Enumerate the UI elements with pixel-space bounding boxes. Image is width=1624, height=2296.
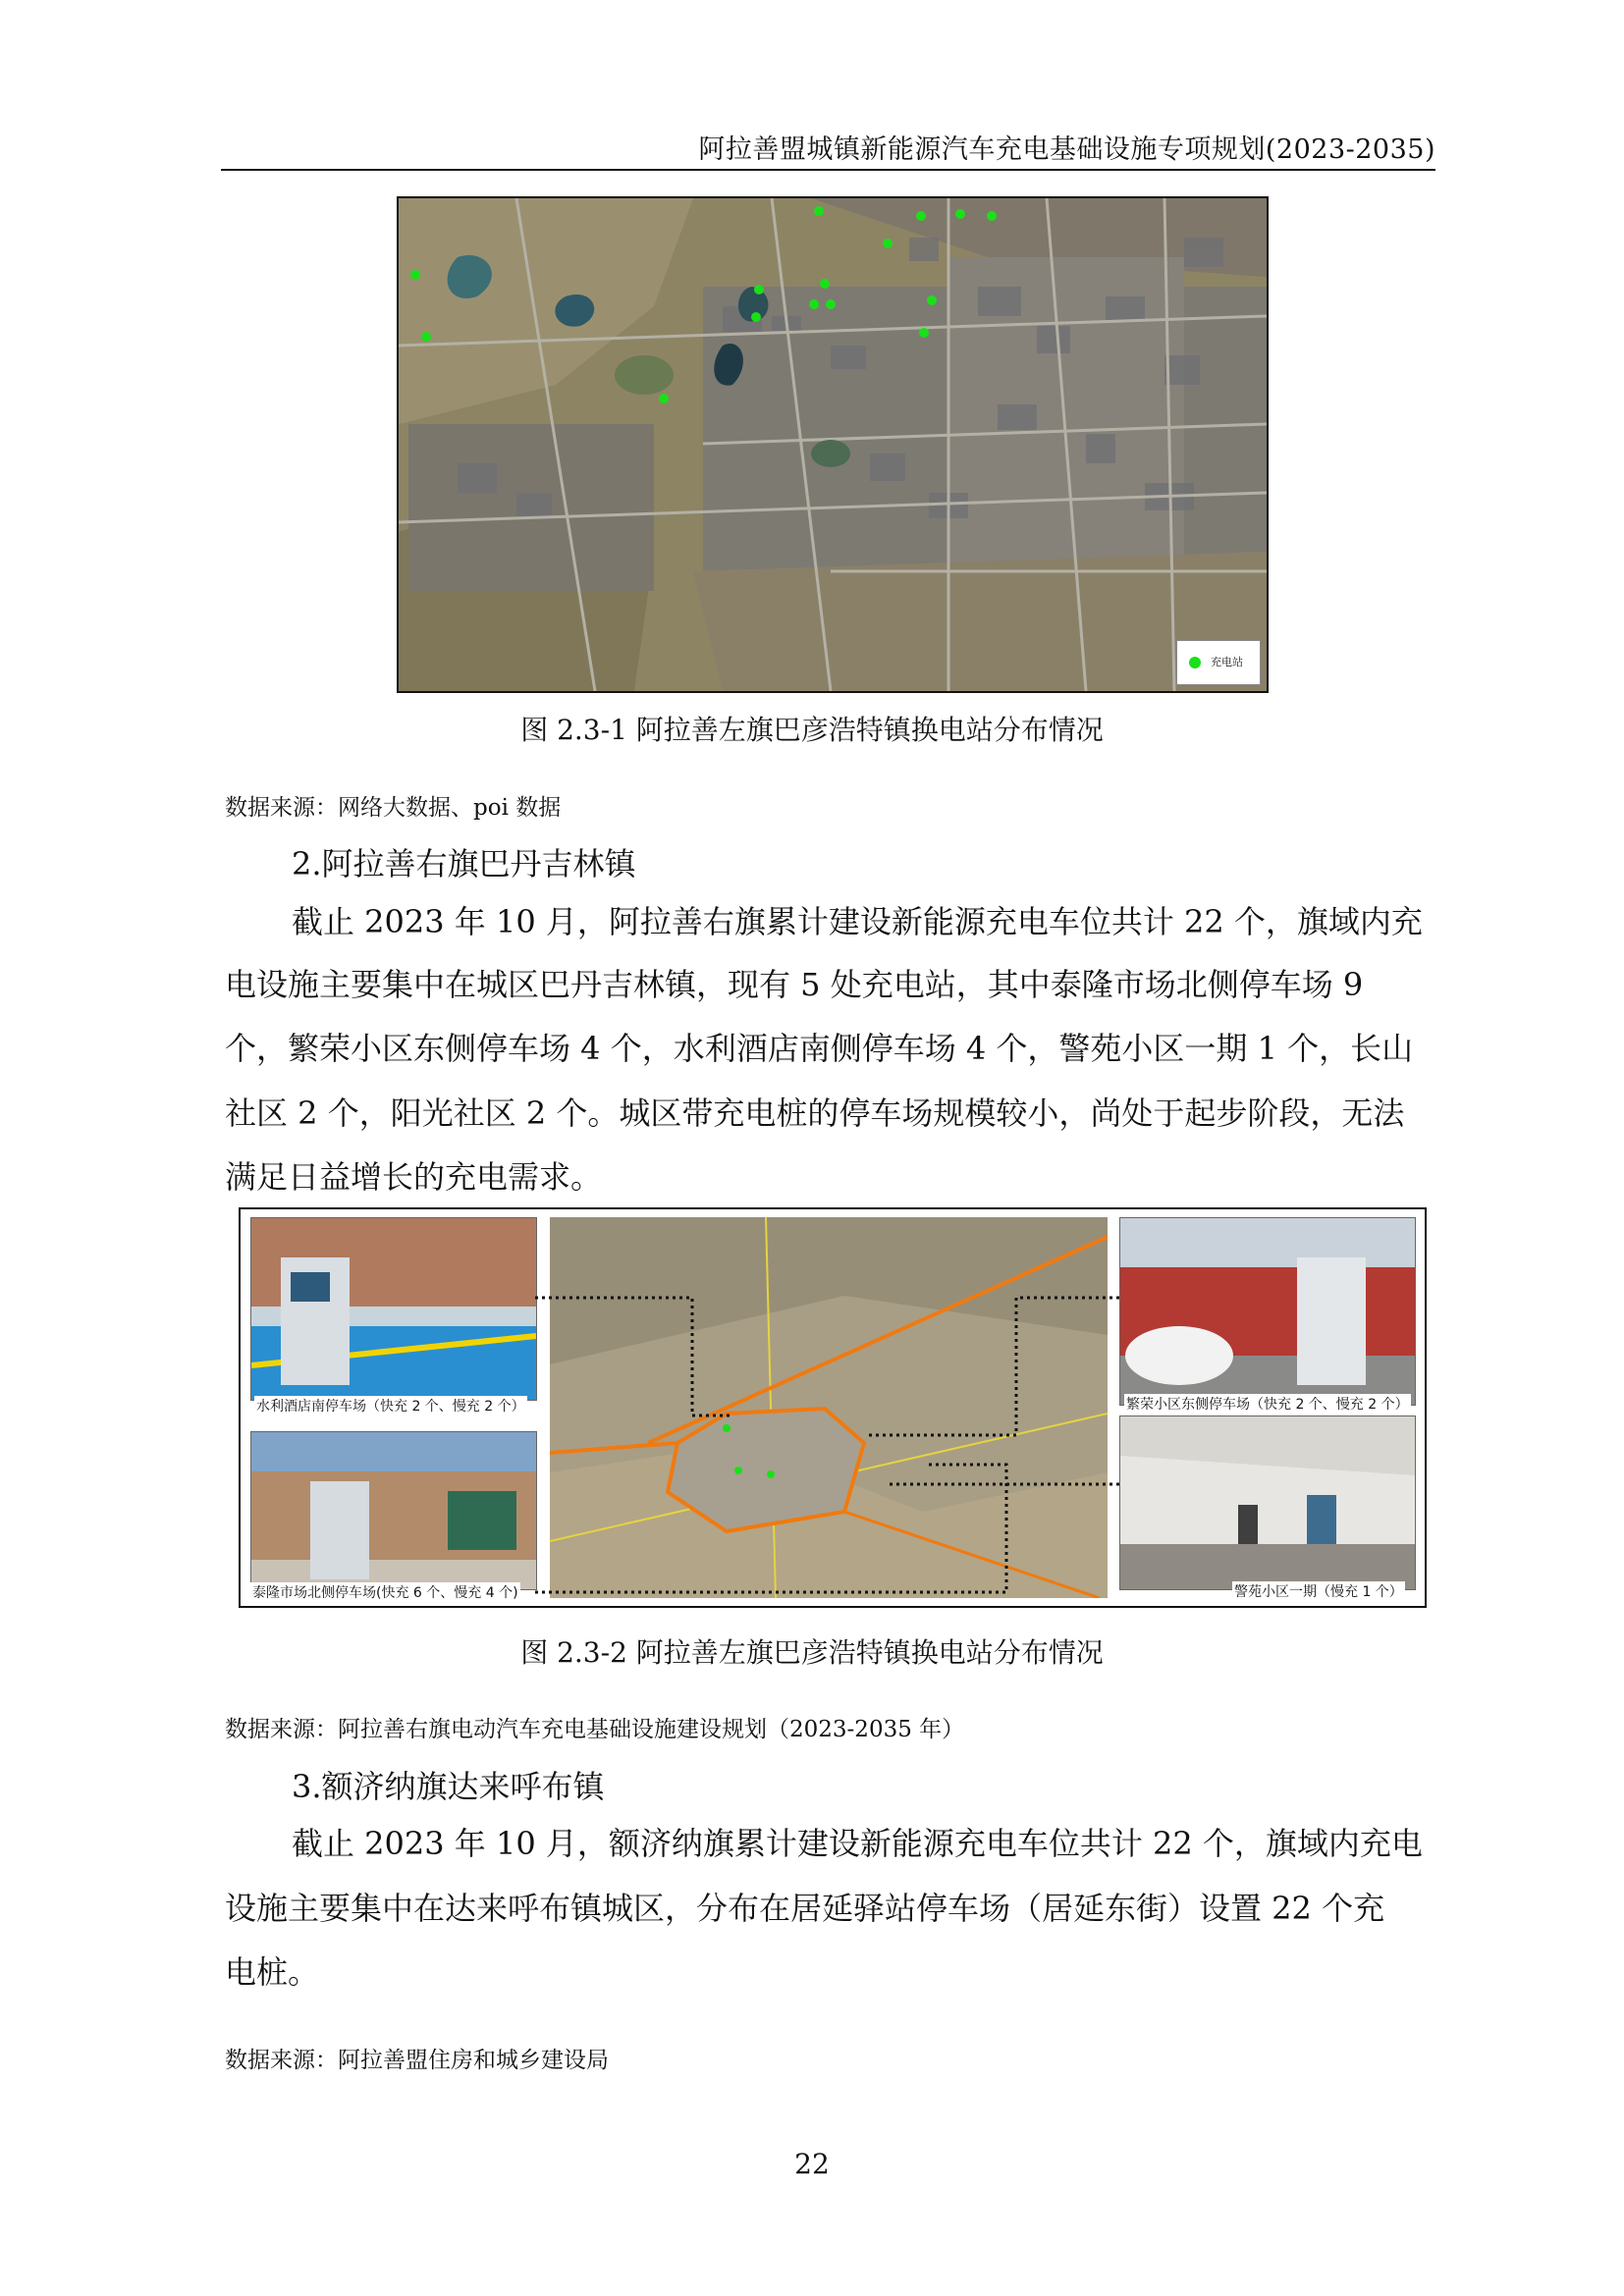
satellite-map-graphic <box>399 198 1267 691</box>
source-note-2: 数据来源：阿拉善右旗电动汽车充电基础设施建设规划（2023-2035 年） <box>225 1717 965 1742</box>
photo-fanrong-community <box>1119 1217 1416 1406</box>
photo-center-map <box>550 1217 1108 1598</box>
photo-tailong-graphic <box>251 1432 536 1589</box>
figure-2-collage <box>239 1207 1427 1608</box>
photo-label-jingyuan: 警苑小区一期（慢充 1 个） <box>1232 1581 1405 1601</box>
charging-station-marker-12 <box>410 270 420 280</box>
charging-station-marker-13 <box>421 332 431 342</box>
charging-station-marker-6 <box>754 285 764 294</box>
charging-station-marker-1 <box>814 206 824 216</box>
photo-jingyuan-community <box>1119 1415 1416 1590</box>
photo-jingyuan-graphic <box>1120 1416 1415 1589</box>
source-note-3: 数据来源：阿拉善盟住房和城乡建设局 <box>225 2048 609 2073</box>
section-3-line-2: 设施主要集中在达来呼布镇城区，分布在居延驿站停车场（居延东街）设置 22 个充 <box>225 1890 1385 1927</box>
charging-station-marker-15 <box>751 312 761 322</box>
charging-station-marker-4 <box>955 209 965 219</box>
photo-label-tailong: 泰隆市场北侧停车场(快充 6 个、慢充 4 个) <box>250 1582 520 1602</box>
header-rule <box>221 169 1435 171</box>
legend-label: 充电站 <box>1211 656 1243 668</box>
section-3-line-3: 电桩。 <box>225 1953 320 1991</box>
legend-marker <box>1189 657 1201 668</box>
photo-label-fanrong: 繁荣小区东侧停车场（快充 2 个、慢充 2 个） <box>1124 1394 1411 1414</box>
photo-shuili-hotel <box>250 1217 537 1401</box>
photo-fanrong-graphic <box>1120 1218 1415 1405</box>
charging-station-marker-8 <box>820 279 830 289</box>
figure-1-caption: 图 2.3-1 阿拉善左旗巴彦浩特镇换电站分布情况 <box>520 714 1104 746</box>
charging-station-marker-11 <box>919 328 929 338</box>
charging-station-marker-3 <box>883 239 893 248</box>
charging-station-marker-2 <box>916 211 926 221</box>
charging-station-marker-14 <box>659 394 669 403</box>
section-2-line-1: 截止 2023 年 10 月，阿拉善右旗累计建设新能源充电车位共计 22 个，旗域内充 <box>292 903 1423 940</box>
section-3-heading: 3.额济纳旗达来呼布镇 <box>292 1768 605 1805</box>
figure-1-satellite-map <box>397 196 1269 693</box>
section-2-line-2: 电设施主要集中在城区巴丹吉林镇，现有 5 处充电站，其中泰隆市场北侧停车场 9 <box>225 966 1364 1003</box>
page-number: 22 <box>794 2148 830 2180</box>
photo-label-shuili: 水利酒店南停车场（快充 2 个、慢充 2 个） <box>254 1396 527 1415</box>
source-note-1: 数据来源：网络大数据、poi 数据 <box>225 795 562 821</box>
charging-station-marker-9 <box>826 299 836 309</box>
charging-station-marker-5 <box>987 211 997 221</box>
section-2-line-3: 个，繁荣小区东侧停车场 4 个，水利酒店南侧停车场 4 个，警苑小区一期 1 个，长山 <box>225 1030 1414 1067</box>
map-legend <box>1176 640 1261 685</box>
section-2-line-4: 社区 2 个，阳光社区 2 个。城区带充电桩的停车场规模较小，尚处于起步阶段，无法 <box>225 1095 1405 1132</box>
charging-station-marker-7 <box>809 299 819 309</box>
charging-station-marker-10 <box>927 295 937 305</box>
center-map-graphic <box>550 1217 1108 1598</box>
photo-tailong-market <box>250 1431 537 1590</box>
photo-shuili-graphic <box>251 1218 536 1400</box>
section-2-line-5: 满足日益增长的充电需求。 <box>225 1158 603 1196</box>
section-2-heading: 2.阿拉善右旗巴丹吉林镇 <box>292 845 636 882</box>
running-header: 阿拉善盟城镇新能源汽车充电基础设施专项规划(2023-2035) <box>698 134 1435 165</box>
section-3-line-1: 截止 2023 年 10 月，额济纳旗累计建设新能源充电车位共计 22 个，旗域内充电 <box>292 1825 1423 1862</box>
figure-2-caption: 图 2.3-2 阿拉善左旗巴彦浩特镇换电站分布情况 <box>520 1636 1104 1669</box>
